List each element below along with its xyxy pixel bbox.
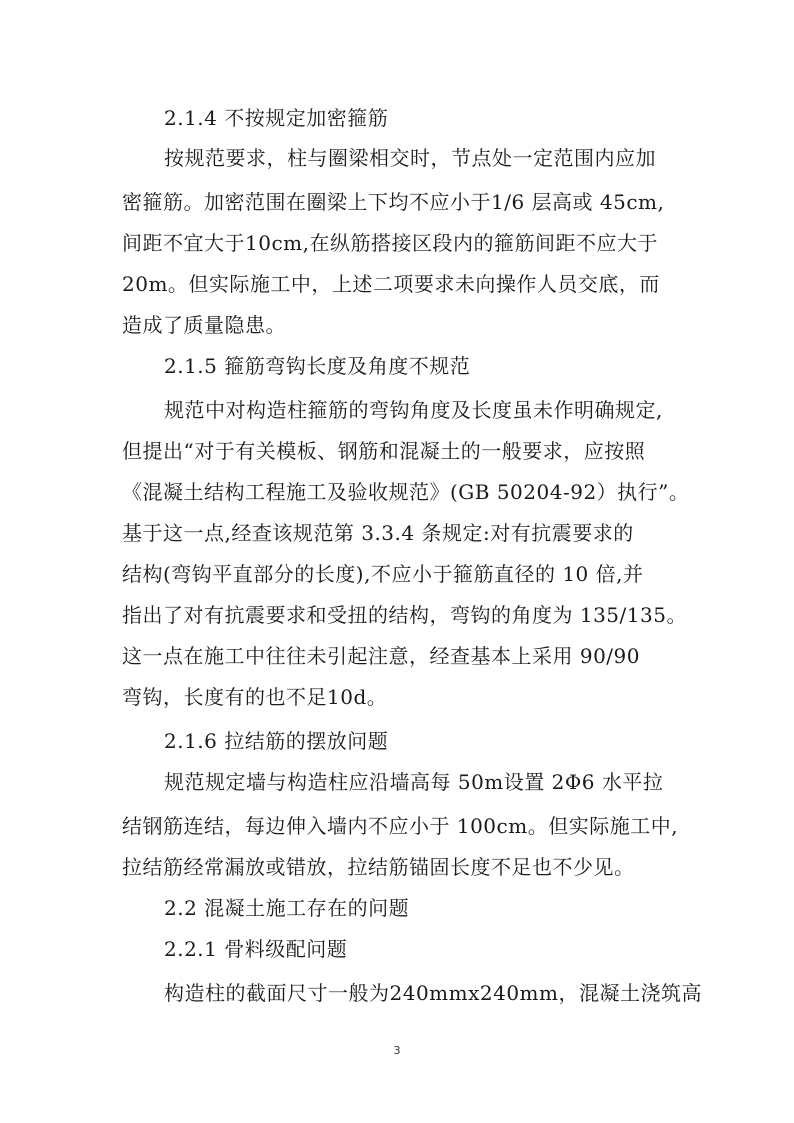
paragraph-line: 构造柱的截面尺寸一般为240mmx240mm，混凝土浇筑高	[164, 981, 702, 1005]
heading-2-2-1: 2.2.1 骨料级配问题	[164, 937, 348, 961]
paragraph-line: 《混凝土结构工程施工及验收规范》(GB 50204-92）执行”。	[122, 480, 690, 504]
paragraph-line: 结钢筋连结，每边伸入墙内不应小于 100cm。但实际施工中,	[122, 814, 679, 838]
paragraph-line: 规范规定墙与构造柱应沿墙高每 50m设置 2Φ6 水平拉	[164, 770, 664, 794]
paragraph-line: 指出了对有抗震要求和受扭的结构，弯钩的角度为 135/135。	[122, 603, 687, 627]
heading-2-1-4: 2.1.4 不按规定加密箍筋	[164, 106, 389, 130]
paragraph-line: 20m。但实际施工中，上述二项要求未向操作人员交底，而	[122, 272, 660, 296]
paragraph-line: 拉结筋经常漏放或错放，拉结筋锚固长度不足也不少见。	[122, 855, 635, 879]
heading-2-1-6: 2.1.6 拉结筋的摆放问题	[164, 729, 389, 753]
paragraph-line: 按规范要求，柱与圈梁相交时，节点处一定范围内应加	[164, 146, 656, 170]
paragraph-line: 基于这一点,经查该规范第 3.3.4 条规定:对有抗震要求的	[122, 521, 634, 545]
paragraph-line: 造成了质量隐患。	[122, 313, 286, 337]
paragraph-line: 结构(弯钩平直部分的长度),不应小于箍筋直径的 10 倍,并	[122, 562, 644, 586]
paragraph-line: 密箍筋。加密范围在圈梁上下均不应小于1/6 层高或 45cm,	[122, 190, 665, 214]
heading-2-1-5: 2.1.5 箍筋弯钩长度及角度不规范	[164, 354, 471, 378]
page-number: 3	[393, 1044, 401, 1057]
paragraph-line: 但提出“对于有关模板、钢筋和混凝土的一般要求，应按照	[122, 439, 646, 463]
paragraph-line: 间距不宜大于10cm,在纵筋搭接区段内的箍筋间距不应大于	[122, 231, 658, 255]
paragraph-line: 这一点在施工中往往未引起注意，经查基本上采用 90/90	[122, 644, 640, 668]
paragraph-line: 弯钩，长度有的也不足10d。	[122, 685, 388, 709]
heading-2-2: 2.2 混凝土施工存在的问题	[164, 896, 410, 920]
paragraph-line: 规范中对构造柱箍筋的弯钩角度及长度虽未作明确规定,	[164, 398, 663, 422]
